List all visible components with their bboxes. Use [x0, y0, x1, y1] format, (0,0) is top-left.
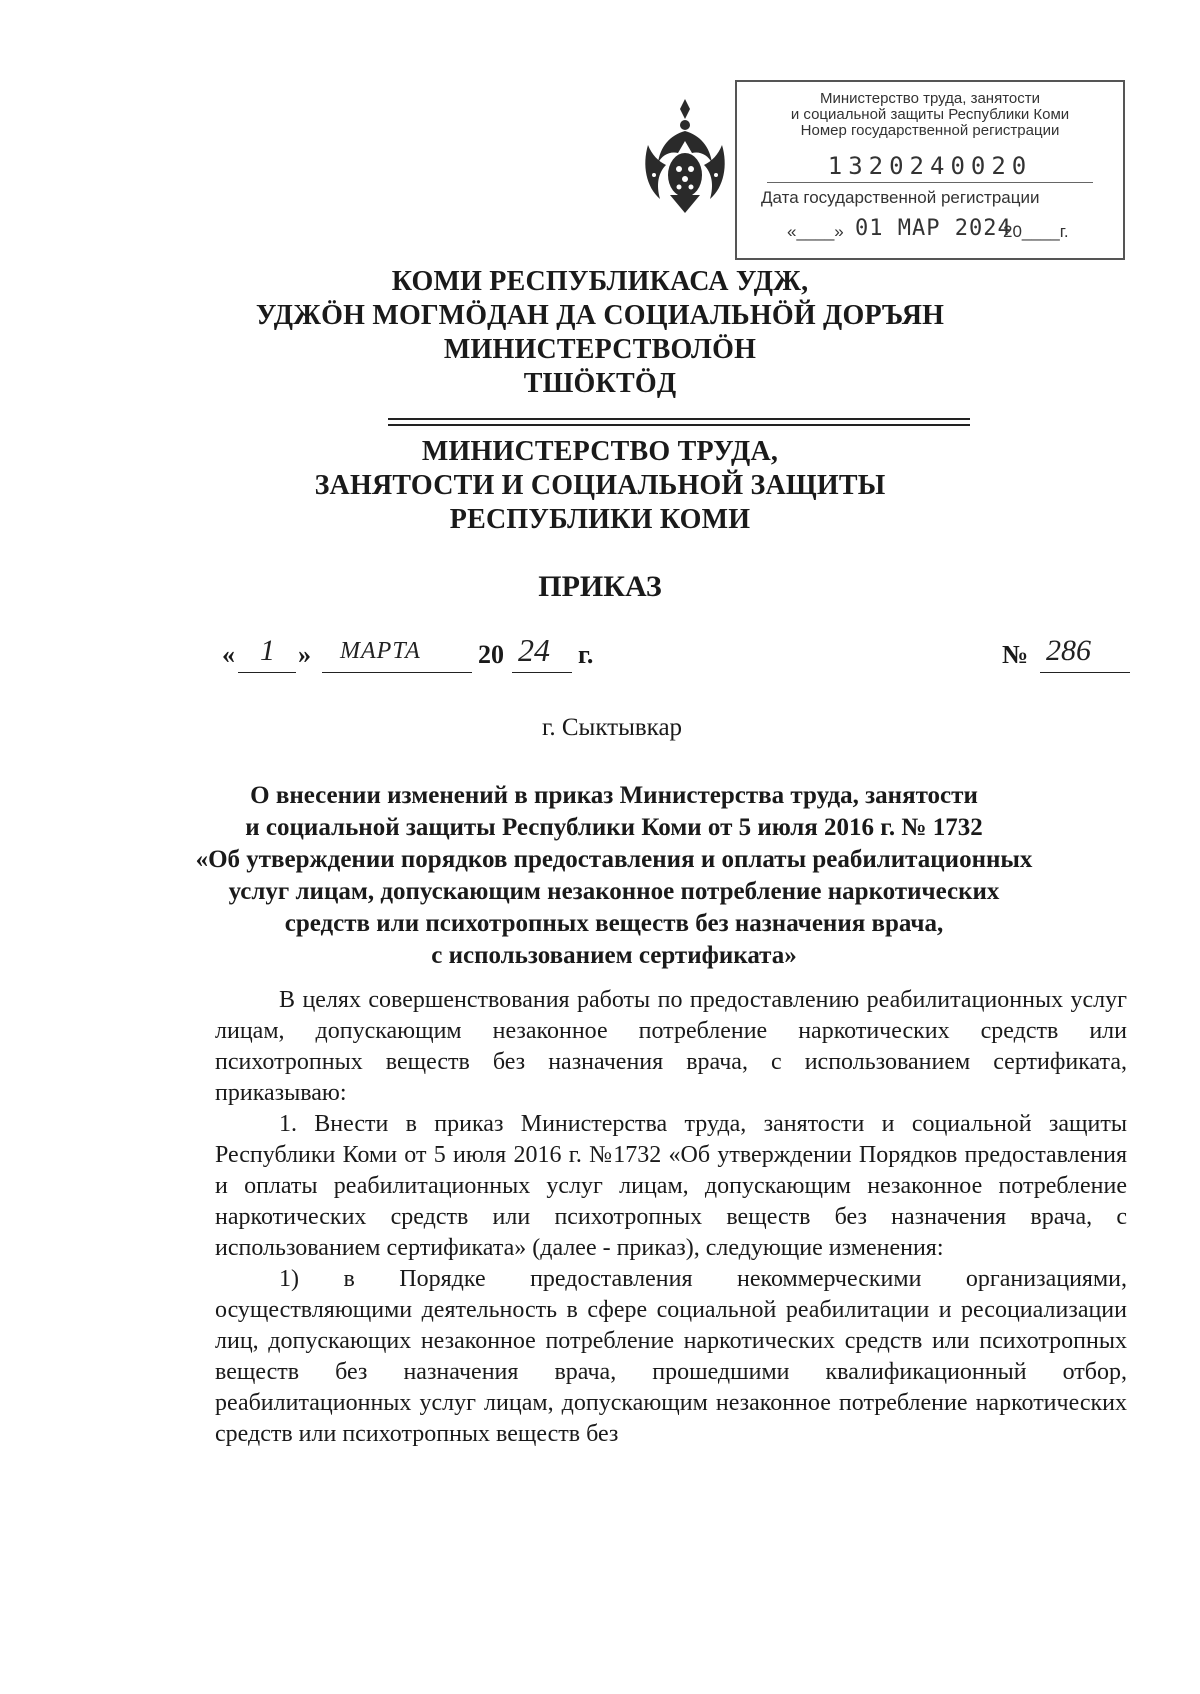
order-number-label: № [1002, 640, 1029, 669]
date-day-underline [238, 672, 296, 673]
header-komi-line-3: МИНИСТЕРСТВОЛӦН [443, 334, 757, 365]
date-month-underline [322, 672, 472, 673]
header-komi-line-4: ТШӦКТӦД [523, 368, 677, 399]
order-subject [14, 780, 1200, 972]
stamp-date-label: Дата государственной регистрации [761, 188, 1040, 207]
header-ru-line-1: МИНИСТЕРСТВО ТРУДА, [421, 436, 779, 467]
subject-line-3: «Об утверждении порядков предоставления и оплаты реабилитационных [195, 846, 1033, 873]
header-komi [0, 265, 1200, 401]
city: г. Сыктывкар [541, 714, 683, 741]
stamp-date-open: «____» [787, 222, 844, 241]
date-open-quote: « [222, 640, 235, 669]
registration-number: 1320240020 [827, 152, 1033, 180]
stamp-line-2: и социальной защиты Республики Коми [790, 106, 1070, 123]
order-number-value: 286 [1046, 634, 1091, 667]
komi-coat-of-arms-icon [640, 95, 730, 215]
subject-line-1: О внесении изменений в приказ Министерства труда, занятости [250, 782, 978, 809]
date-month: МАРТА [340, 638, 421, 664]
stamp-line-1: Министерство труда, занятости [820, 90, 1040, 107]
body-paragraph-subitem-1: 1) в Порядке предоставления некоммерческими организациями, осуществляющими деятельность в сфере социальной реабилитации и ресоциализации лиц, допускающих незаконное потребление наркотических средств или психотропных веществ без назначения врача, прошедшими квалификационный отбор, реабилитационных услуг лицам, допускающим незаконное потребление наркотических средств или психотропных веществ без [215, 1266, 1127, 1447]
stamp-date-value: 01 МАР 2024 [855, 216, 1012, 241]
header-russian [0, 435, 1200, 537]
date-year-underline [512, 672, 572, 673]
stamp-date-year: 20____г. [1003, 222, 1069, 241]
date-year: 24 [518, 632, 550, 668]
subject-line-4: услуг лицам, допускающим незаконное потребление наркотических [228, 878, 1000, 905]
order-number-underline [1040, 672, 1130, 673]
date-suffix: г. [578, 640, 594, 669]
registration-stamp [735, 80, 1125, 260]
header-ru-line-3: РЕСПУБЛИКИ КОМИ [449, 504, 751, 535]
header-ru-line-2: ЗАНЯТОСТИ И СОЦИАЛЬНОЙ ЗАЩИТЫ [314, 470, 886, 501]
body-paragraph-preamble: В целях совершенствования работы по предоставлению реабилитационных услуг лицам, допускающим незаконное потребление наркотических средств или психотропных веществ без назначения врача, с использованием сертификата, приказываю: [215, 987, 1127, 1106]
document-type: ПРИКАЗ [538, 570, 662, 603]
subject-line-5: средств или психотропных веществ без назначения врача, [284, 910, 944, 937]
stamp-line-3: Номер государственной регистрации [800, 122, 1060, 139]
date-century: 20 [478, 640, 504, 669]
stamp-divider [767, 182, 1093, 183]
date-number-row [222, 632, 1130, 680]
header-divider-top [388, 418, 970, 420]
order-body [215, 985, 1127, 1450]
header-komi-line-1: КОМИ РЕСПУБЛИКАСА УДЖ, [391, 266, 809, 297]
header-komi-line-2: УДЖӦН МОГМӦДАН ДА СОЦИАЛЬНӦЙ ДОРЪЯН [255, 300, 945, 331]
date-close-quote: » [298, 640, 311, 669]
header-divider-bottom [388, 424, 970, 426]
subject-line-6: с использованием сертификата» [431, 942, 797, 969]
subject-line-2: и социальной защиты Республики Коми от 5 июля 2016 г. № 1732 [245, 814, 983, 841]
body-paragraph-item-1: 1. Внести в приказ Министерства труда, занятости и социальной защиты Республики Коми от 5 июля 2016 г. №1732 «Об утверждении Порядков предоставления и оплаты реабилитационных услуг лицам, допускающим незаконное потребление наркотических средств или психотропных веществ без назначения врача, с использованием сертификата» (далее - приказ), следующие изменения: [215, 1111, 1127, 1261]
date-day: 1 [260, 634, 275, 667]
